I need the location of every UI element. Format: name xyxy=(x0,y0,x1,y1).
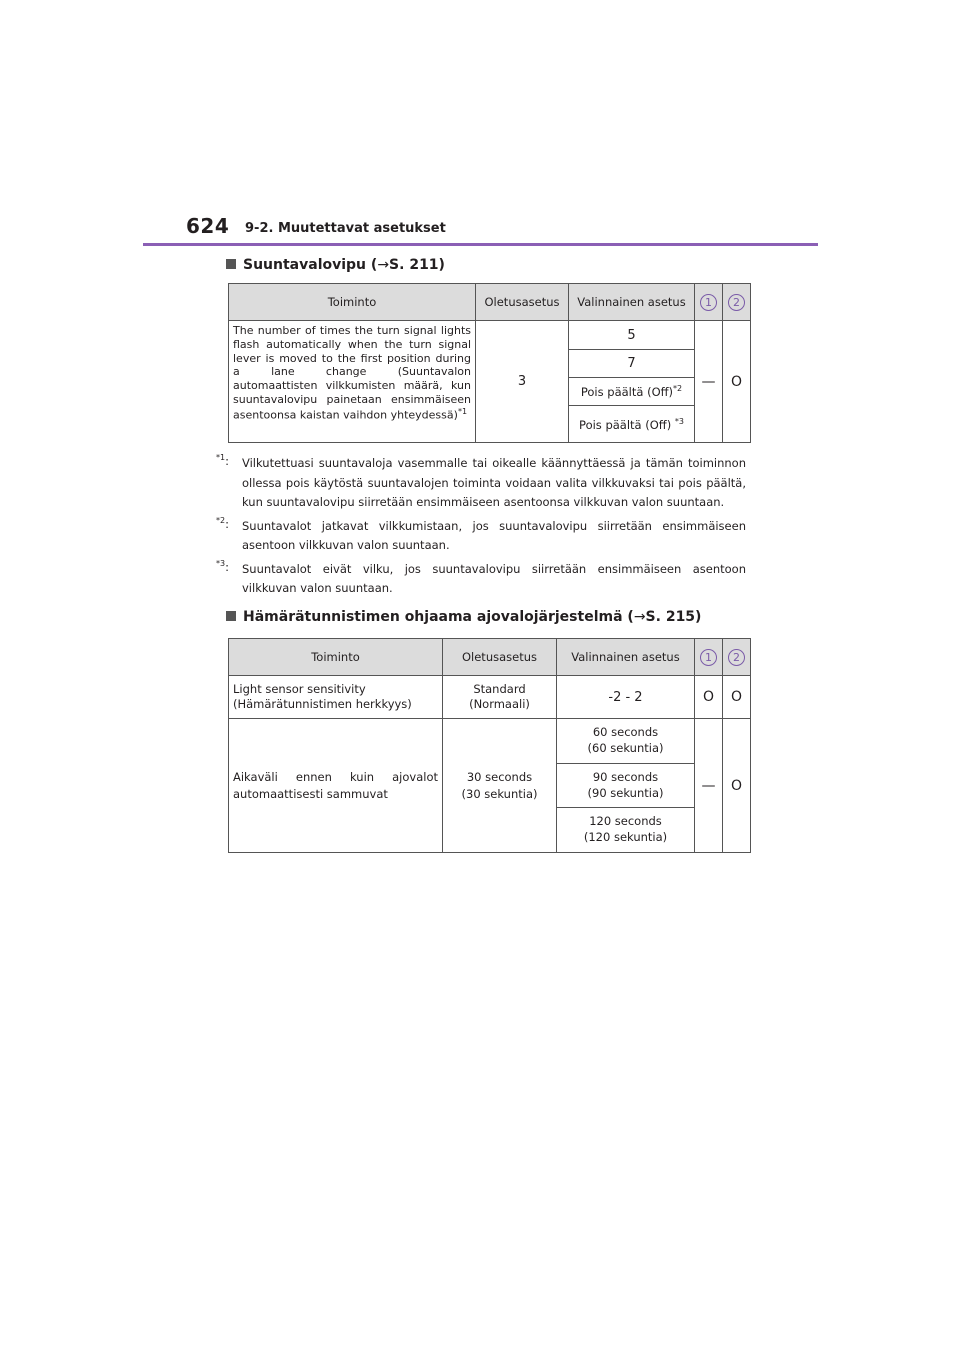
col1-cell: O xyxy=(695,676,723,719)
circled-one-icon: 1 xyxy=(700,649,717,666)
option-cell: 7 xyxy=(569,350,695,378)
footnote: $^{*1}$: Vilkutettuasi suuntavaloja vasemmalle tai oikealle käännyttäessä ja tämän toiminnon ollessa pois käytöstä suuntavalojen toiminta voidaan valita vilkkuvaksi tai pois päältä, kun suuntavalovipu siirretään ensimmäiseen asentoonsa vilkkuvan valon suuntaan. xyxy=(216,453,746,510)
column-header-default: Oletusasetus xyxy=(476,284,569,321)
footnote-ref: *1 xyxy=(457,406,468,416)
option-cell: 120 seconds (120 sekuntia) xyxy=(557,808,695,853)
option-cell: 5 xyxy=(569,321,695,350)
column-header-default: Oletusasetus xyxy=(443,639,557,676)
footnote-text: Suuntavalot jatkavat vilkkumistaan, jos suuntavalovipu siirretään ensimmäiseen asentoon vilkkuvan valon suuntaan. xyxy=(242,518,746,553)
square-bullet-icon xyxy=(226,611,236,621)
ref-arrow-icon: → xyxy=(377,257,390,273)
page-reference: S. 215) xyxy=(645,609,702,625)
turn-signal-table xyxy=(228,283,751,443)
option-cell: 90 seconds (90 sekuntia) xyxy=(557,764,695,808)
col1-cell: — xyxy=(695,719,723,853)
function-cell: The number of times the turn signal lights flash automatically when the turn signal lever is moved to the first position during a lane change (Suuntavalon automaattisten vilkkumisten määrä, kun suuntavalovipu painetaan ensimmäiseen asentoonsa kaistan vaihdon yhteydessä)$^{*1}$ xyxy=(229,321,476,443)
circled-one-icon: 1 xyxy=(700,294,717,311)
col1-cell: — xyxy=(695,321,723,443)
section-title: 9-2. Muutettavat asetukset xyxy=(245,221,446,236)
footnote-mark: *3 xyxy=(216,558,226,568)
col2-cell: O xyxy=(723,719,751,853)
column-header-option: Valinnainen asetus xyxy=(557,639,695,676)
footnote-mark: *2 xyxy=(216,515,226,525)
function-cell: Aikaväli ennen kuin ajovalot automaattisesti sammuvat xyxy=(229,719,443,853)
footnotes xyxy=(216,454,746,603)
circled-two-icon: 2 xyxy=(728,294,745,311)
light-sensor-heading: Hämärätunnistimen ohjaama ajovalojärjestelmä (→S. 215) xyxy=(226,609,701,625)
function-cell: Light sensor sensitivity (Hämärätunnistimen herkkyys) xyxy=(229,676,443,719)
circled-two-icon: 2 xyxy=(728,649,745,666)
square-bullet-icon xyxy=(226,259,236,269)
option-cell: -2 - 2 xyxy=(557,676,695,719)
option-cell: 60 seconds (60 sekuntia) xyxy=(557,719,695,764)
ref-arrow-icon: → xyxy=(633,609,646,625)
column-header-function: Toiminto xyxy=(229,284,476,321)
default-value-cell: 30 seconds (30 sekuntia) xyxy=(443,719,557,853)
footnote-ref: *3 xyxy=(674,416,684,426)
option-cell: Pois päältä (Off) $^{*3}$ xyxy=(569,406,695,443)
col2-cell: O xyxy=(723,676,751,719)
column-header-1 xyxy=(695,284,723,321)
column-header-function: Toiminto xyxy=(229,639,443,676)
col2-cell: O xyxy=(723,321,751,443)
turn-signal-heading: Suuntavalovipu (→S. 211) xyxy=(226,257,445,273)
footnote-text: Suuntavalot eivät vilku, jos suuntavalovipu siirretään ensimmäiseen asentoon vilkkuvan valon suuntaan. xyxy=(242,561,746,596)
footnote-mark: *1 xyxy=(216,453,226,462)
footnote-text: Vilkutettuasi suuntavaloja vasemmalle tai oikealle käännyttäessä ja tämän toiminnon ollessa pois käytöstä suuntavalojen toiminta voidaan valita vilkkuvaksi tai pois päältä, kun suuntavalovipu siirretään ensimmäiseen asentoonsa vilkkuvan valon suuntaan. xyxy=(242,456,746,510)
light-sensor-table xyxy=(228,638,751,853)
header-divider xyxy=(143,243,818,246)
column-header-2 xyxy=(723,284,751,321)
footnote-ref: *2 xyxy=(673,384,683,394)
column-header-2 xyxy=(723,639,751,676)
page-reference: S. 211) xyxy=(389,257,445,273)
footnote: $^{*3}$: Suuntavalot eivät vilku, jos suuntavalovipu siirretään ensimmäiseen asentoon vilkkuvan valon suuntaan. xyxy=(216,558,746,596)
footnote: $^{*2}$: Suuntavalot jatkavat vilkkumistaan, jos suuntavalovipu siirretään ensimmäiseen asentoon vilkkuvan valon suuntaan. xyxy=(216,515,746,553)
page-number: 624 xyxy=(186,214,230,238)
option-cell: Pois päältä (Off)$^{*2}$ xyxy=(569,378,695,406)
column-header-option: Valinnainen asetus xyxy=(569,284,695,321)
column-header-1 xyxy=(695,639,723,676)
default-value-cell: Standard (Normaali) xyxy=(443,676,557,719)
default-value-cell: 3 xyxy=(476,321,569,443)
